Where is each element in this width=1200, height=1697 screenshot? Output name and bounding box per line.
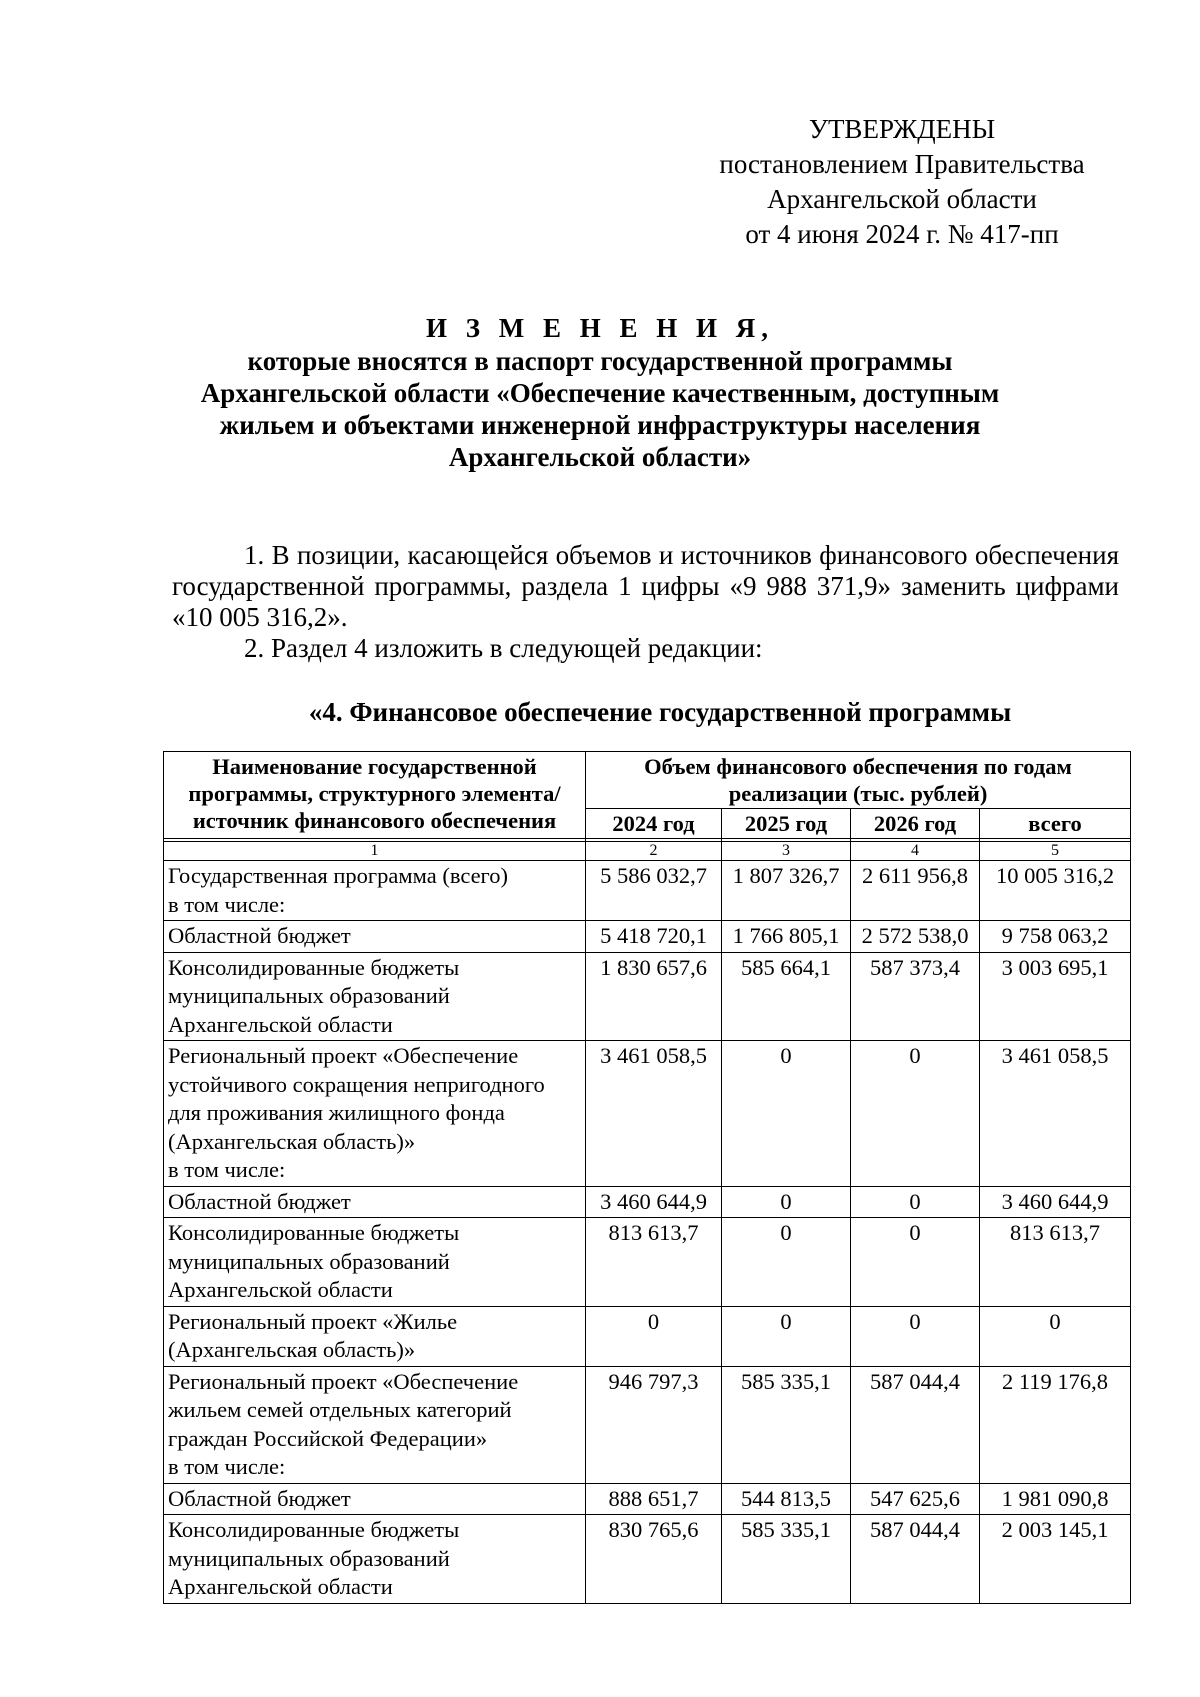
table-row [164,1483,1131,1515]
row-value-cell: 0 [722,1186,851,1218]
financing-table [163,751,1131,1604]
table-header-row [164,752,1131,809]
row-name-line: для проживания жилищного фонда [168,1100,505,1125]
column-number: 4 [851,842,980,861]
row-value-cell: 0 [722,1218,851,1307]
row-name-line: устойчивого сокращения непригодного [168,1071,545,1097]
section-heading: «4. Финансовое обеспечение государственной программы [308,697,1012,727]
column-number: 2 [586,842,722,861]
row-value-cell: 0 [722,1306,851,1366]
row-name-cell [164,1218,586,1307]
row-value-cell: 585 335,1 [722,1515,851,1604]
row-value-cell: 0 [851,1218,980,1307]
row-name-line: Архангельской области [168,1574,393,1599]
row-name-cell [164,952,586,1041]
row-value-cell: 3 461 058,5 [586,1041,722,1187]
row-value-cell: 585 664,1 [722,952,851,1041]
approval-authority: постановлением Правительства [719,149,1085,179]
row-name-line: Областной бюджет [168,1188,351,1214]
title-line-3: жильем и объектами инженерной инфраструктуры населения [219,410,981,440]
row-total-cell: 2 003 145,1 [980,1515,1131,1604]
row-total-cell: 2 119 176,8 [980,1366,1131,1483]
row-name-cell [164,921,586,953]
row-value-cell: 587 044,4 [851,1366,980,1483]
paragraph-1: 1. В позиции, касающейся объемов и источников финансового обеспечения государственной программы, раздела 1 цифры «9 988 371,9» заменить цифрами «10 005 316,2». [172,540,1119,632]
row-name-cell [164,1306,586,1366]
row-name-line: муниципальных образований [168,983,450,1008]
row-value-cell: 547 625,6 [851,1483,980,1515]
row-value-cell: 585 335,1 [722,1366,851,1483]
header-name-cell: Наименование государственной программы, структурного элемента/ источник финансового обеспечения [164,752,586,839]
row-value-cell: 3 460 644,9 [586,1186,722,1218]
row-name-line: в том числе: [168,891,286,917]
table-row [164,1366,1131,1483]
row-name-line: Областной бюджет [168,1485,351,1511]
row-name-cell [164,1041,586,1187]
row-name-line: Архангельской области [168,1011,393,1037]
row-name-line: граждан Российской Федерации» [168,1425,488,1451]
title-line-1: которые вносятся в паспорт государственной программы [247,346,953,376]
row-name-line: Государственная программа (всего) [168,863,508,888]
row-name-line: жильем семей отдельных категорий [168,1397,512,1422]
row-name-cell [164,1366,586,1483]
column-number: 3 [722,842,851,861]
row-name-line: (Архангельская область)» [168,1337,416,1362]
row-value-cell: 5 418 720,1 [586,921,722,953]
row-name-line: в том числе: [168,1454,286,1479]
row-name-line: Консолидированные бюджеты [168,1517,460,1542]
column-number: 1 [164,842,586,861]
row-total-cell: 3 003 695,1 [980,952,1131,1041]
row-value-cell: 888 651,7 [586,1483,722,1515]
paragraph-2: 2. Раздел 4 изложить в следующей редакции: [244,633,763,663]
row-name-line: муниципальных образований [168,1545,450,1571]
row-name-line: Консолидированные бюджеты [168,954,460,980]
row-total-cell: 0 [980,1306,1131,1366]
row-total-cell: 9 758 063,2 [980,921,1131,953]
table-row [164,1515,1131,1604]
row-value-cell: 1 766 805,1 [722,921,851,953]
row-value-cell: 2 611 956,8 [851,861,980,921]
row-value-cell: 587 373,4 [851,952,980,1041]
row-value-cell: 813 613,7 [586,1218,722,1307]
row-value-cell: 2 572 538,0 [851,921,980,953]
row-value-cell: 0 [851,1306,980,1366]
row-value-cell: 0 [722,1041,851,1187]
table-row [164,1041,1131,1187]
row-name-line: муниципальных образований [168,1248,450,1274]
table-row [164,952,1131,1041]
document-title [160,312,1040,473]
header-year-cell: 2025 год [722,809,851,839]
row-name-line: Региональный проект «Обеспечение [168,1043,519,1068]
document-body [172,540,1119,664]
row-name-cell [164,861,586,921]
title-line-4: Архангельской области» [448,442,752,472]
row-name-cell [164,1515,586,1604]
row-value-cell: 946 797,3 [586,1366,722,1483]
row-total-cell: 1 981 090,8 [980,1483,1131,1515]
column-numbering-row [164,842,1131,861]
approval-stamp [700,112,1104,252]
row-value-cell: 544 813,5 [722,1483,851,1515]
row-name-line: Региональный проект «Обеспечение [168,1368,519,1394]
header-year-cell: 2024 год [586,809,722,839]
row-name-line: (Архангельская область)» [168,1128,416,1154]
approval-region: Архангельской области [767,184,1037,214]
header-total-cell: всего [980,809,1131,839]
row-value-cell: 0 [586,1306,722,1366]
row-value-cell: 830 765,6 [586,1515,722,1604]
header-year-cell: 2026 год [851,809,980,839]
row-total-cell: 10 005 316,2 [980,861,1131,921]
approval-date: от 4 июня 2024 г. № 417-пп [745,219,1059,249]
column-number: 5 [980,842,1131,861]
row-name-cell [164,1186,586,1218]
table-row [164,1218,1131,1307]
row-name-line: Консолидированные бюджеты [168,1220,460,1245]
table-row [164,1186,1131,1218]
title-heading: И З М Е Н Е Н И Я, [425,313,774,343]
row-total-cell: 3 460 644,9 [980,1186,1131,1218]
row-total-cell: 3 461 058,5 [980,1041,1131,1187]
row-name-line: в том числе: [168,1157,286,1182]
row-value-cell: 0 [851,1041,980,1187]
table-row [164,861,1131,921]
row-name-line: Региональный проект «Жилье [168,1308,458,1334]
row-value-cell: 1 830 657,6 [586,952,722,1041]
approval-title: УТВЕРЖДЕНЫ [808,114,996,144]
row-value-cell: 1 807 326,7 [722,861,851,921]
table-row [164,921,1131,953]
row-name-line: Областной бюджет [168,923,351,948]
row-name-line: Архангельской области [168,1277,393,1302]
title-line-2: Архангельской области «Обеспечение качественным, доступным [200,378,1000,408]
row-total-cell: 813 613,7 [980,1218,1131,1307]
row-value-cell: 587 044,4 [851,1515,980,1604]
row-value-cell: 0 [851,1186,980,1218]
row-value-cell: 5 586 032,7 [586,861,722,921]
row-name-cell [164,1483,586,1515]
table-row [164,1306,1131,1366]
header-volume-cell: Объем финансового обеспечения по годам реализации (тыс. рублей) [586,752,1131,809]
